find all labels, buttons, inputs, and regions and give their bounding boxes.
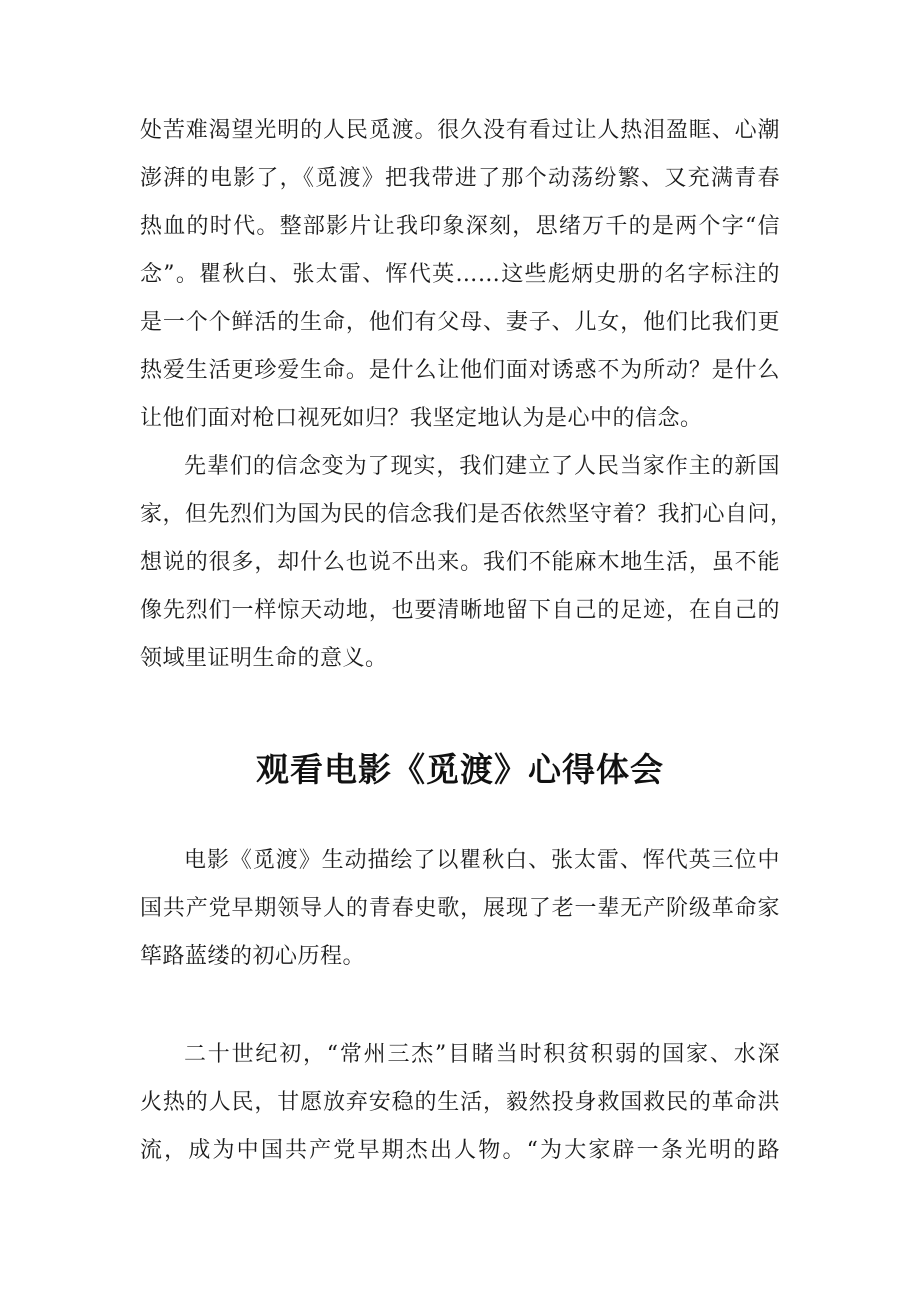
paragraph-2-line: 先辈们的信念变为了现实，我们建立了人民当家作主的新国 <box>184 454 780 479</box>
paragraph-3 <box>140 837 780 981</box>
paragraph-1 <box>140 107 780 443</box>
paragraph-1-line: 澎湃的电影了，《觅渡》把我带进了那个动荡纷繁、又充满青春 <box>140 166 780 191</box>
paragraph-3-line: 国共产党早期领导人的青春史歌，展现了老一辈无产阶级革命家 <box>140 896 780 921</box>
paragraph-2-line: 家，但先烈们为国为民的信念我们是否依然坚守着？我扪心自问， <box>140 502 793 527</box>
paragraph-4-line: 流，成为中国共产党早期杰出人物。“为大家辟一条光明的路 <box>140 1138 780 1163</box>
paragraph-2-line: 想说的很多，却什么也说不出来。我们不能麻木地生活，虽不能 <box>140 550 780 575</box>
paragraph-1-line: 让他们面对枪口视死如归？我坚定地认为是心中的信念。 <box>140 406 703 431</box>
paragraph-4 <box>140 1031 780 1175</box>
paragraph-1-line: 念”。瞿秋白、张太雷、恽代英……这些彪炳史册的名字标注的 <box>140 262 780 287</box>
paragraph-1-line: 是一个个鲜活的生命，他们有父母、妻子、儿女，他们比我们更 <box>140 310 780 335</box>
paragraph-4-line: 火热的人民，甘愿放弃安稳的生活，毅然投身救国救民的革命洪 <box>140 1090 780 1115</box>
paragraph-1-line: 热爱生活更珍爱生命。是什么让他们面对诱惑不为所动？是什么 <box>140 358 780 383</box>
paragraph-3-line: 筚路蓝缕的初心历程。 <box>140 944 366 969</box>
paragraph-1-line: 处苦难渴望光明的人民觅渡。很久没有看过让人热泪盈眶、心潮 <box>140 118 780 143</box>
paragraph-3-line: 电影《觅渡》生动描绘了以瞿秋白、张太雷、恽代英三位中 <box>184 848 780 873</box>
paragraph-4-line: 二十世纪初，“常州三杰”目睹当时积贫积弱的国家、水深 <box>184 1042 780 1067</box>
article-title: 观看电影《觅渡》心得体会 <box>256 750 664 789</box>
paragraph-2 <box>140 443 793 683</box>
paragraph-2-line: 领域里证明生命的意义。 <box>140 646 388 671</box>
paragraph-2-line: 像先烈们一样惊天动地，也要清晰地留下自己的足迹，在自己的 <box>140 598 780 623</box>
paragraph-1-line: 热血的时代。整部影片让我印象深刻，思绪万千的是两个字“信 <box>140 214 780 239</box>
